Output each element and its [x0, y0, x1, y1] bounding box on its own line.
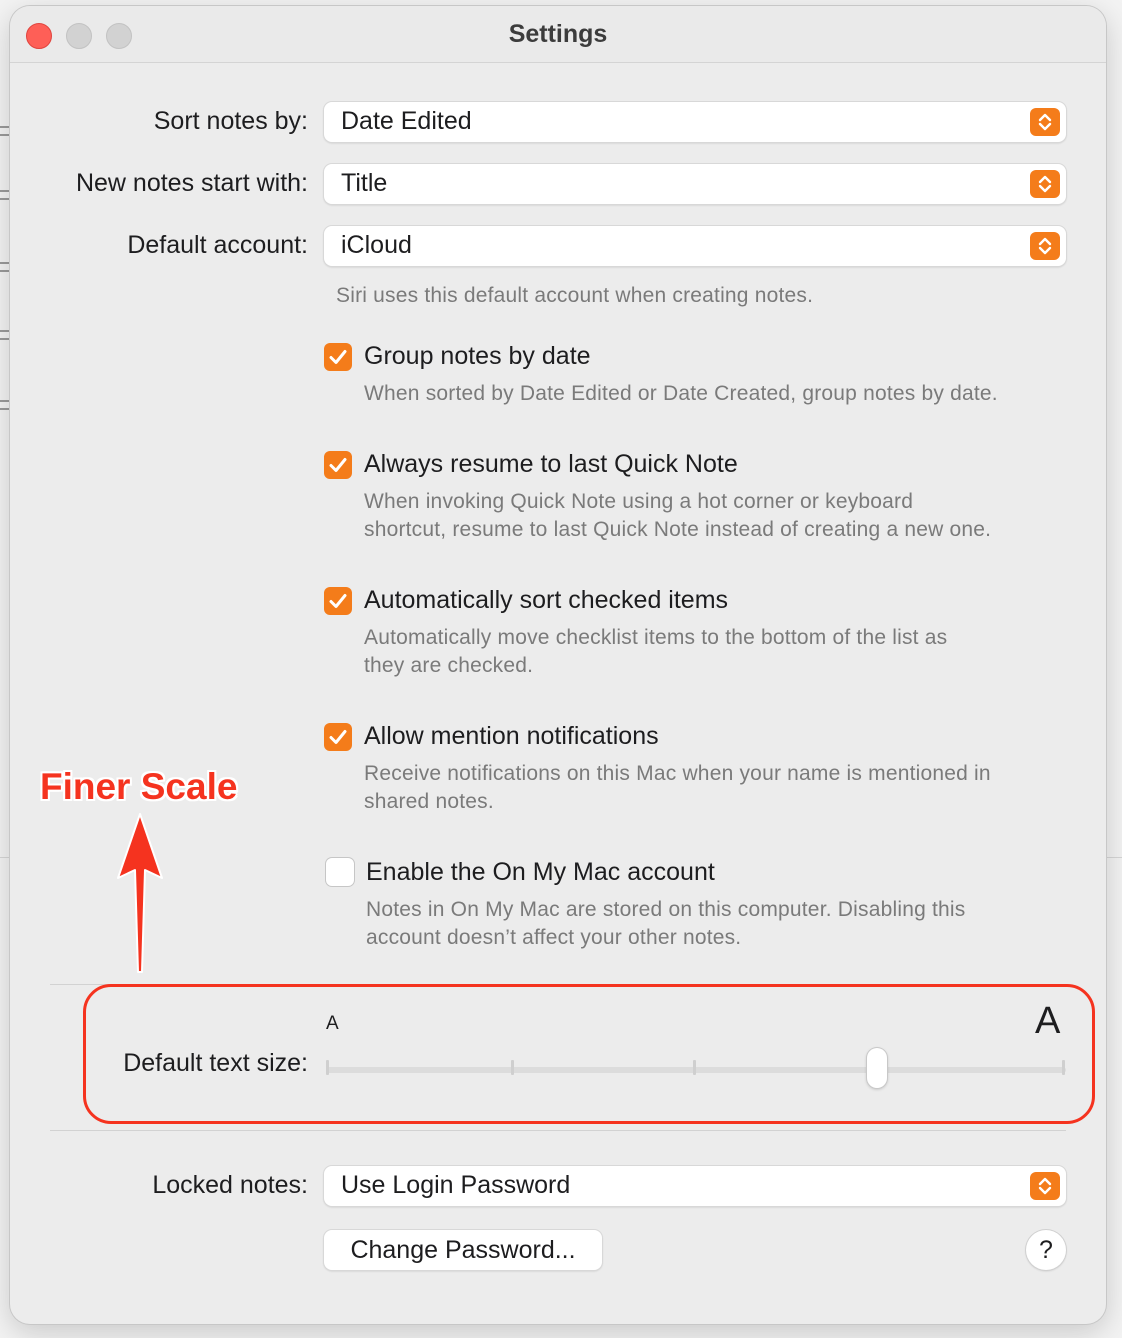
- settings-window: [10, 6, 1106, 1324]
- section-divider: [50, 1130, 1066, 1131]
- popup-stepper-icon: [1030, 232, 1060, 260]
- on-my-mac-desc: [366, 896, 966, 952]
- background-glyph: [0, 330, 10, 340]
- background-glyph: [0, 190, 10, 200]
- text-size-small-icon: A: [326, 1013, 339, 1034]
- default-account-popup[interactable]: [324, 226, 1066, 266]
- new-notes-label: New notes start with:: [75, 169, 308, 197]
- auto-sort-checked-checkbox[interactable]: [324, 587, 352, 615]
- group-by-date-title[interactable]: Group notes by date: [364, 342, 591, 370]
- desc-line: shared notes.: [364, 790, 494, 813]
- background-divider: [1106, 857, 1122, 858]
- annotation-arrow-icon: [112, 806, 168, 976]
- locked-notes-value: Use Login Password: [341, 1171, 571, 1199]
- default-account-hint: Siri uses this default account when creating notes.: [336, 284, 814, 307]
- checkmark-icon: [328, 456, 348, 474]
- new-notes-value: Title: [341, 169, 388, 197]
- mention-notifications-title[interactable]: Allow mention notifications: [364, 722, 659, 750]
- annotation-label: Finer Scale: [40, 766, 238, 807]
- desc-line: they are checked.: [364, 654, 534, 677]
- mention-notifications-checkbox[interactable]: [324, 723, 352, 751]
- text-size-large-icon: A: [1035, 1000, 1061, 1042]
- background-glyph: [0, 262, 10, 272]
- mention-notifications-desc: [364, 760, 991, 816]
- on-my-mac-checkbox[interactable]: [326, 858, 354, 886]
- resume-quick-note-title[interactable]: Always resume to last Quick Note: [364, 450, 738, 478]
- sort-notes-popup[interactable]: [324, 102, 1066, 142]
- background-glyph: [0, 400, 10, 410]
- desc-line: When sorted by Date Edited or Date Created, group notes by date.: [364, 382, 998, 405]
- new-notes-popup[interactable]: [324, 164, 1066, 204]
- window-title: Settings: [508, 20, 608, 48]
- locked-notes-label: Locked notes:: [152, 1171, 308, 1199]
- resume-quick-note-desc: [364, 488, 991, 544]
- auto-sort-checked-desc: [364, 624, 947, 680]
- desc-line: Automatically move checklist items to the bottom of the list as: [364, 626, 948, 649]
- desc-line: shortcut, resume to last Quick Note instead of creating a new one.: [364, 518, 992, 541]
- sort-notes-label: Sort notes by:: [153, 107, 308, 135]
- default-account-label: Default account:: [127, 231, 308, 259]
- checkmark-icon: [328, 592, 348, 610]
- background-divider: [0, 857, 10, 858]
- default-account-value: iCloud: [341, 231, 412, 259]
- change-password-button[interactable]: Change Password...: [324, 1230, 602, 1270]
- title-bar[interactable]: [10, 6, 1106, 63]
- desc-line: Notes in On My Mac are stored on this computer. Disabling this: [366, 898, 966, 921]
- locked-notes-popup[interactable]: [324, 1166, 1066, 1206]
- annotation-highlight-box: [83, 984, 1095, 1124]
- popup-stepper-icon: [1030, 108, 1060, 136]
- desc-line: When invoking Quick Note using a hot corner or keyboard: [364, 490, 914, 513]
- desc-line: Receive notifications on this Mac when your name is mentioned in: [364, 762, 991, 785]
- sort-notes-value: Date Edited: [341, 107, 472, 135]
- settings-content: [10, 63, 1106, 1324]
- checkmark-icon: [328, 348, 348, 366]
- resume-quick-note-checkbox[interactable]: [324, 451, 352, 479]
- desc-line: account doesn’t affect your other notes.: [366, 926, 742, 949]
- group-by-date-desc: [364, 380, 998, 408]
- help-button[interactable]: ?: [1026, 1230, 1066, 1270]
- text-size-label: Default text size:: [123, 1049, 308, 1077]
- group-by-date-checkbox[interactable]: [324, 343, 352, 371]
- on-my-mac-title[interactable]: Enable the On My Mac account: [366, 858, 715, 886]
- background-glyph: [0, 126, 10, 136]
- auto-sort-checked-title[interactable]: Automatically sort checked items: [364, 586, 729, 614]
- popup-stepper-icon: [1030, 170, 1060, 198]
- popup-stepper-icon: [1030, 1172, 1060, 1200]
- checkmark-icon: [328, 728, 348, 746]
